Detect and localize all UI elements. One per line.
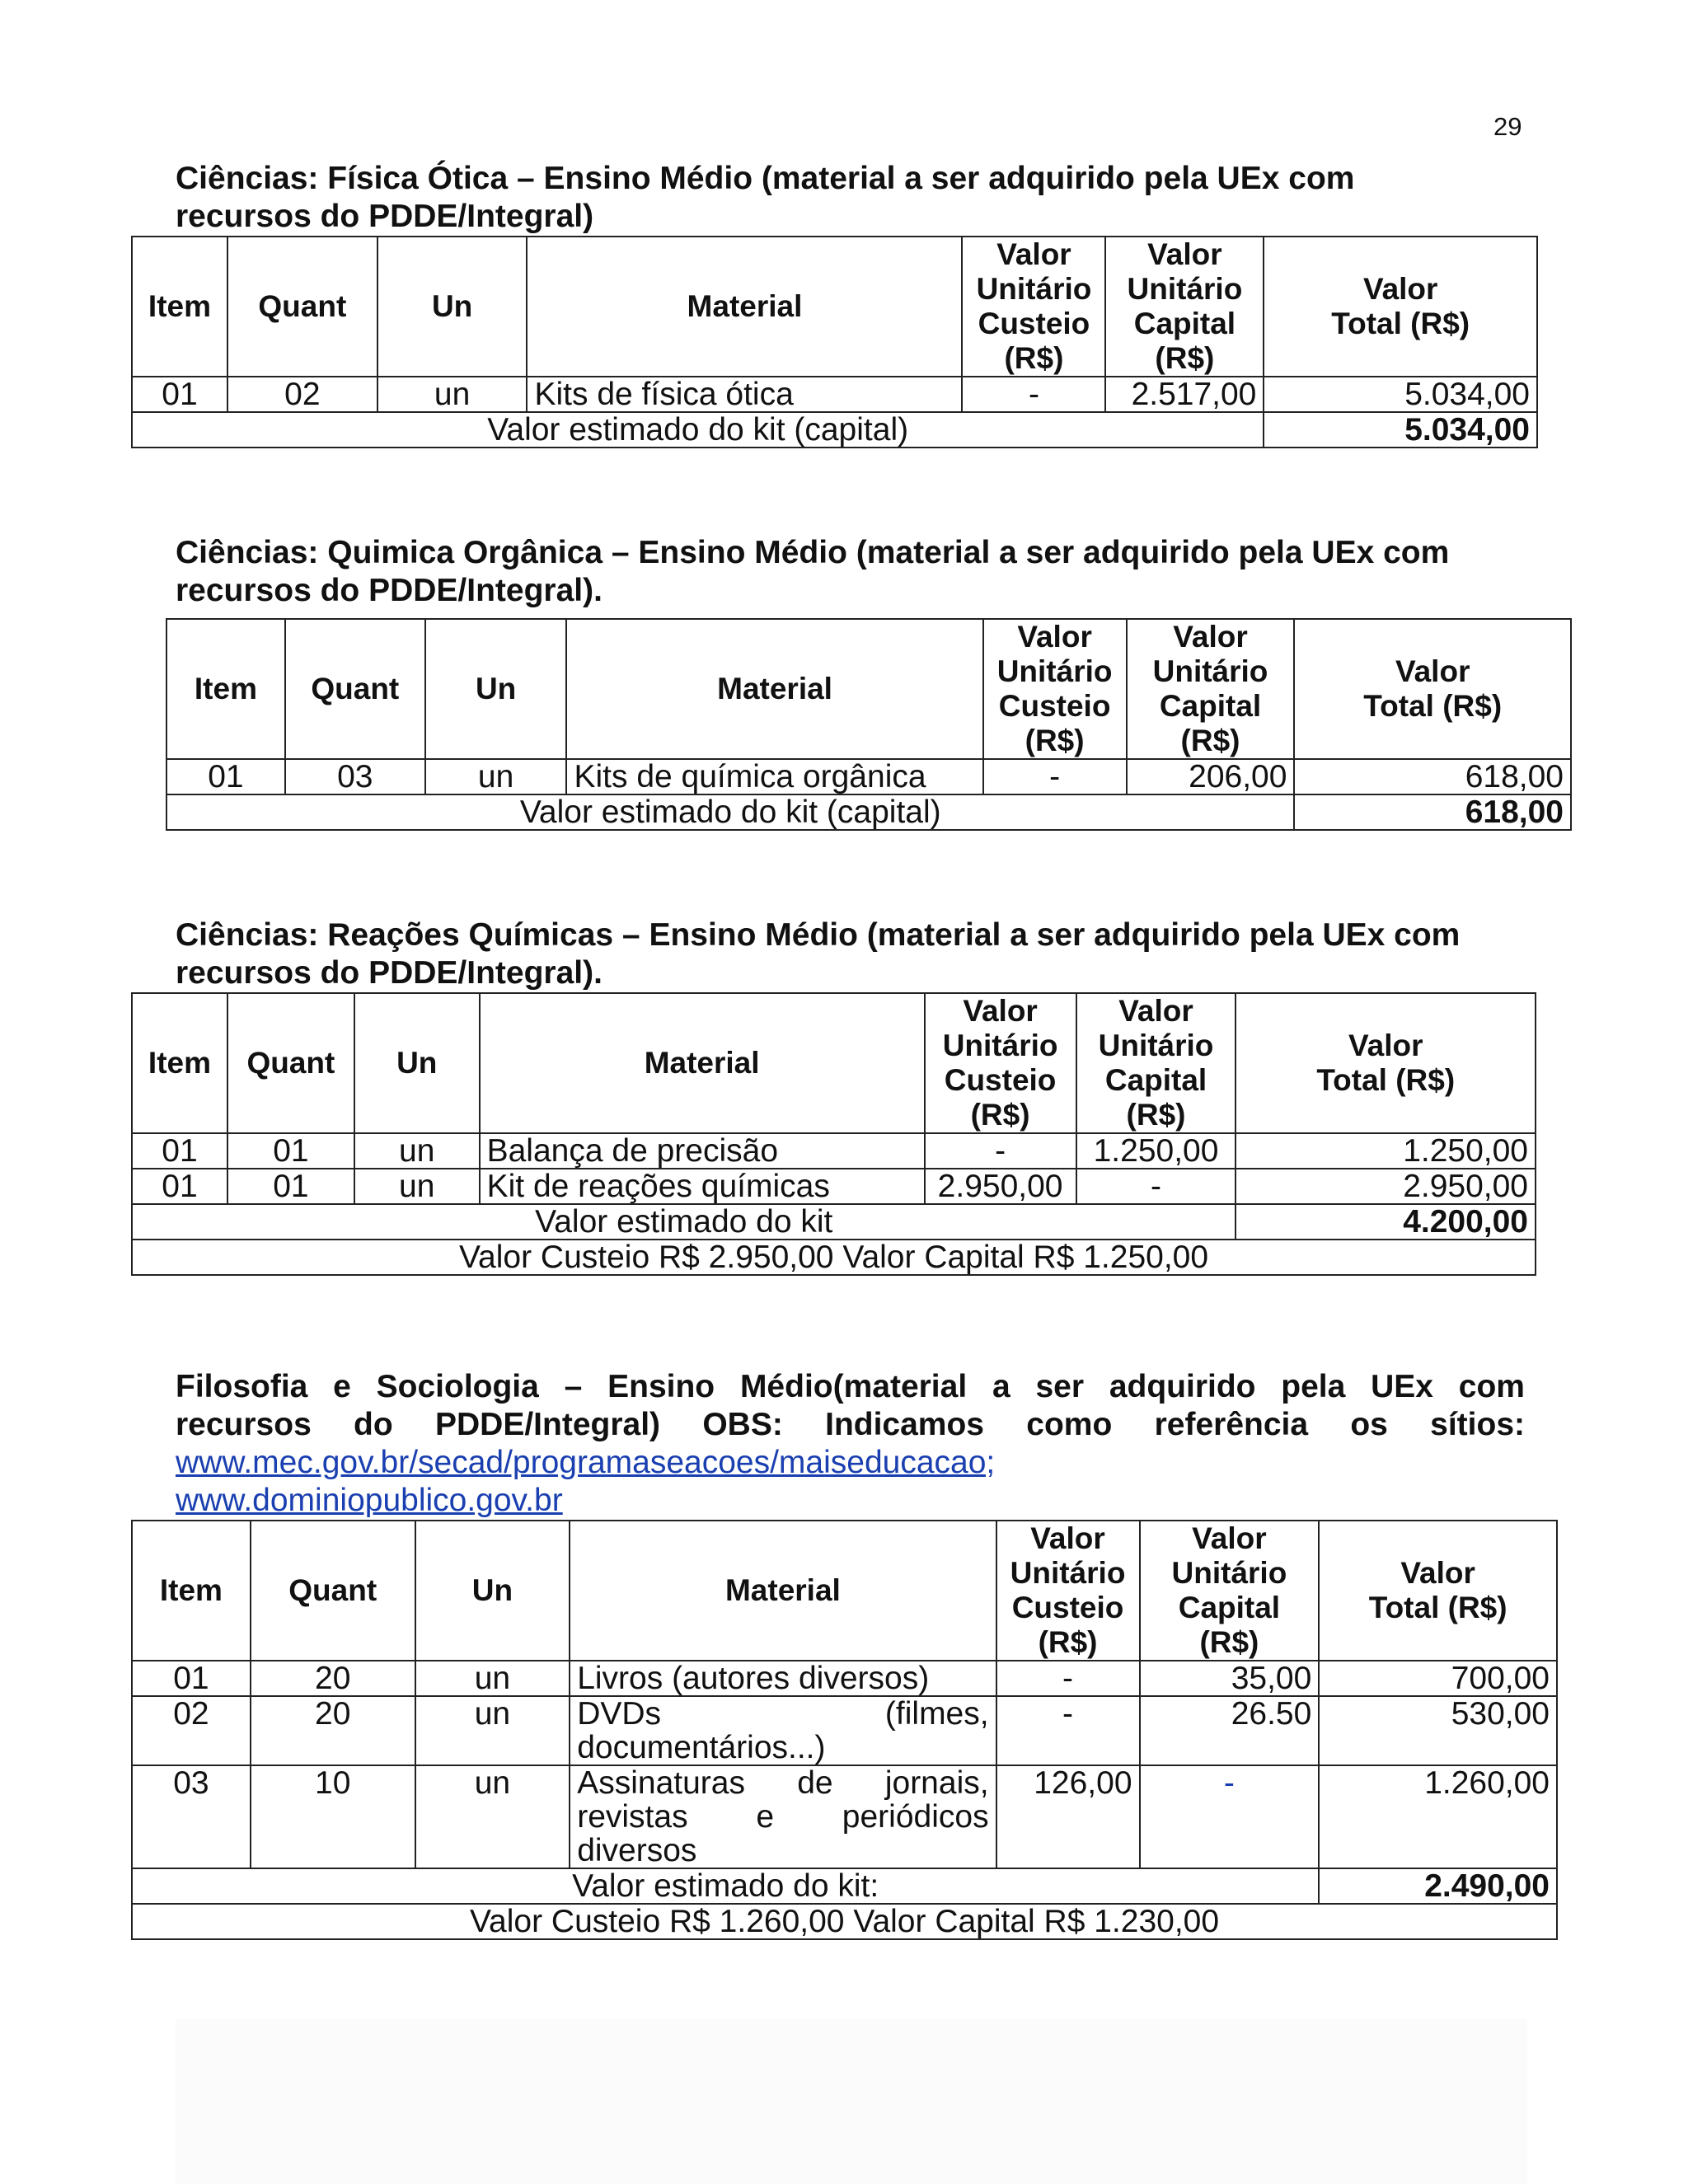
header-item: Item xyxy=(132,237,227,377)
cell-un: un xyxy=(425,759,567,794)
table-quimica-organica xyxy=(166,618,1572,831)
header-quant: Quant xyxy=(227,237,377,377)
cell-un: un xyxy=(377,377,528,412)
summary-value: 4.200,00 xyxy=(1236,1204,1536,1240)
cell-custeio: - xyxy=(962,377,1105,412)
header-total-line: Valor xyxy=(1400,1556,1475,1590)
cell-un: un xyxy=(354,1133,480,1169)
cell-un: un xyxy=(354,1169,480,1204)
cell-material: Balança de precisão xyxy=(480,1133,925,1169)
header-capital xyxy=(1076,993,1236,1133)
summary-row xyxy=(132,412,1537,448)
table-header-row xyxy=(166,619,1571,759)
table-row xyxy=(132,1765,1557,1868)
header-total-line: Valor xyxy=(1395,654,1470,688)
table-header-row xyxy=(132,1521,1557,1661)
header-capital-line: Capital xyxy=(1178,1591,1281,1624)
header-quant: Quant xyxy=(285,619,425,759)
table-fisica-otica xyxy=(131,236,1538,448)
cell-custeio: - xyxy=(996,1696,1140,1765)
header-item: Item xyxy=(132,993,227,1133)
header-custeio xyxy=(983,619,1127,759)
summary-value: 2.490,00 xyxy=(1319,1868,1557,1904)
header-un: Un xyxy=(425,619,567,759)
cell-material: Assinaturas de jornais, revistas e periódicos diversos xyxy=(570,1765,996,1868)
cell-custeio: 126,00 xyxy=(996,1765,1140,1868)
cell-un: un xyxy=(415,1696,570,1765)
cell-quant: 20 xyxy=(251,1696,415,1765)
page-number: 29 xyxy=(1493,112,1522,141)
summary-row xyxy=(132,1868,1557,1904)
header-total-line: Total (R$) xyxy=(1363,689,1503,723)
table-row xyxy=(132,377,1537,412)
cell-total: 5.034,00 xyxy=(1264,377,1537,412)
header-material: Material xyxy=(570,1521,996,1661)
cell-material: Livros (autores diversos) xyxy=(570,1661,996,1696)
cell-item: 01 xyxy=(166,759,285,794)
section-title-line: recursos do PDDE/Integral) OBS: Indicamos como referência os sítios: xyxy=(176,1407,1525,1442)
table-row xyxy=(132,1169,1536,1204)
cell-total: 1.260,00 xyxy=(1319,1765,1557,1868)
table-reacoes-quimicas xyxy=(131,992,1536,1276)
section-title-line: Ciências: Física Ótica – Ensino Médio (material a ser adquirido pela UEx com xyxy=(176,161,1355,196)
summary-row xyxy=(132,1204,1536,1240)
header-custeio xyxy=(962,237,1105,377)
table-filosofia-sociologia xyxy=(131,1520,1558,1940)
header-custeio-line: (R$) xyxy=(1025,724,1085,757)
header-custeio-line: Custeio xyxy=(978,307,1090,340)
header-material: Material xyxy=(527,237,962,377)
header-capital-line: Unitário xyxy=(1171,1556,1287,1590)
cell-item: 02 xyxy=(132,1696,251,1765)
header-custeio-line: Unitário xyxy=(1010,1556,1126,1590)
header-material: Material xyxy=(480,993,925,1133)
header-total xyxy=(1294,619,1571,759)
section-title-line: recursos do PDDE/Integral). xyxy=(176,573,603,608)
header-capital-line: (R$) xyxy=(1180,724,1240,757)
section-title-line: recursos do PDDE/Integral) xyxy=(176,199,594,234)
footer-text: Valor Custeio R$ 2.950,00 Valor Capital R$ 1.250,00 xyxy=(132,1240,1536,1275)
table-header-row xyxy=(132,993,1536,1133)
section-title-reacoes-quimicas xyxy=(176,916,1460,992)
section-title-filosofia-sociologia xyxy=(176,1368,1525,1520)
header-custeio-line: Custeio xyxy=(998,689,1111,723)
summary-label: Valor estimado do kit xyxy=(132,1204,1236,1240)
cell-material: Kit de reações químicas xyxy=(480,1169,925,1204)
header-capital-line: Unitário xyxy=(1152,654,1268,688)
page-shade xyxy=(176,2019,1527,2184)
header-capital-line: (R$) xyxy=(1199,1625,1259,1659)
cell-capital: 26.50 xyxy=(1140,1696,1320,1765)
summary-value: 5.034,00 xyxy=(1264,412,1537,448)
cell-material: Kits de química orgânica xyxy=(566,759,982,794)
cell-custeio: - xyxy=(996,1661,1140,1696)
header-total xyxy=(1319,1521,1557,1661)
reference-link-mec[interactable]: www.mec.gov.br/secad/programaseacoes/maiseducacao; xyxy=(176,1445,996,1480)
header-total-line: Total (R$) xyxy=(1316,1063,1456,1097)
cell-total: 530,00 xyxy=(1319,1696,1557,1765)
header-custeio-line: Valor xyxy=(996,237,1071,271)
header-quant: Quant xyxy=(251,1521,415,1661)
section-title-line: recursos do PDDE/Integral). xyxy=(176,955,603,991)
cell-custeio: 2.950,00 xyxy=(925,1169,1076,1204)
header-capital-line: Valor xyxy=(1118,994,1193,1028)
header-capital-line: (R$) xyxy=(1155,341,1215,375)
cell-total: 2.950,00 xyxy=(1236,1169,1536,1204)
cell-material: Kits de física ótica xyxy=(527,377,962,412)
header-custeio-line: (R$) xyxy=(1004,341,1064,375)
cell-item: 01 xyxy=(132,1661,251,1696)
table-row xyxy=(166,759,1571,794)
header-custeio-line: Valor xyxy=(963,994,1038,1028)
cell-total: 1.250,00 xyxy=(1236,1133,1536,1169)
table-row xyxy=(132,1661,1557,1696)
header-capital-line: Valor xyxy=(1192,1521,1267,1555)
header-capital xyxy=(1127,619,1295,759)
header-quant: Quant xyxy=(227,993,354,1133)
cell-total: 700,00 xyxy=(1319,1661,1557,1696)
header-total-line: Total (R$) xyxy=(1331,307,1470,340)
cell-item: 03 xyxy=(132,1765,251,1868)
header-un: Un xyxy=(415,1521,570,1661)
cell-quant: 01 xyxy=(227,1133,354,1169)
header-capital-line: Capital xyxy=(1159,689,1262,723)
footer-text: Valor Custeio R$ 1.260,00 Valor Capital R$ 1.230,00 xyxy=(132,1904,1557,1939)
header-custeio-line: (R$) xyxy=(1038,1625,1098,1659)
section-title-fisica-otica xyxy=(176,160,1354,236)
cell-quant: 10 xyxy=(251,1765,415,1868)
cell-un: un xyxy=(415,1661,570,1696)
header-capital-line: Valor xyxy=(1147,237,1222,271)
cell-quant: 02 xyxy=(227,377,377,412)
cell-capital: 35,00 xyxy=(1140,1661,1320,1696)
cell-capital: 206,00 xyxy=(1127,759,1295,794)
header-capital xyxy=(1105,237,1264,377)
cell-material: DVDs (filmes, documentários...) xyxy=(570,1696,996,1765)
summary-label: Valor estimado do kit (capital) xyxy=(132,412,1264,448)
table-row xyxy=(132,1133,1536,1169)
header-custeio-line: Unitário xyxy=(942,1029,1058,1062)
reference-link-dominio-publico[interactable]: www.dominiopublico.gov.br xyxy=(176,1483,563,1518)
footer-row xyxy=(132,1904,1557,1939)
cell-item: 01 xyxy=(132,377,227,412)
cell-custeio: - xyxy=(925,1133,1076,1169)
header-item: Item xyxy=(166,619,285,759)
summary-label: Valor estimado do kit (capital) xyxy=(166,794,1294,830)
section-title-line: Ciências: Quimica Orgânica – Ensino Médio (material a ser adquirido pela UEx com xyxy=(176,535,1450,570)
header-total-line: Valor xyxy=(1348,1029,1423,1062)
header-un: Un xyxy=(354,993,480,1133)
header-custeio-line: Valor xyxy=(1030,1521,1105,1555)
table-header-row xyxy=(132,237,1537,377)
header-custeio-line: Valor xyxy=(1017,620,1092,654)
cell-item: 01 xyxy=(132,1169,227,1204)
header-capital-line: Unitário xyxy=(1127,272,1243,306)
section-title-quimica-organica xyxy=(176,534,1449,610)
header-custeio-line: (R$) xyxy=(970,1098,1030,1132)
header-custeio xyxy=(925,993,1076,1133)
summary-label: Valor estimado do kit: xyxy=(132,1868,1319,1904)
summary-value: 618,00 xyxy=(1294,794,1571,830)
header-capital xyxy=(1140,1521,1320,1661)
cell-capital: 1.250,00 xyxy=(1076,1133,1236,1169)
header-total-line: Valor xyxy=(1362,272,1438,306)
cell-quant: 03 xyxy=(285,759,425,794)
cell-quant: 01 xyxy=(227,1169,354,1204)
table-row xyxy=(132,1696,1557,1765)
cell-capital: 2.517,00 xyxy=(1105,377,1264,412)
header-custeio-line: Custeio xyxy=(944,1063,1057,1097)
header-capital-line: Unitário xyxy=(1098,1029,1214,1062)
header-capital-line: (R$) xyxy=(1126,1098,1186,1132)
header-un: Un xyxy=(377,237,528,377)
cell-capital: - xyxy=(1076,1169,1236,1204)
header-item: Item xyxy=(132,1521,251,1661)
cell-item: 01 xyxy=(132,1133,227,1169)
footer-row xyxy=(132,1240,1536,1275)
header-material: Material xyxy=(566,619,982,759)
header-custeio-line: Unitário xyxy=(976,272,1092,306)
header-total xyxy=(1264,237,1537,377)
header-capital-line: Valor xyxy=(1173,620,1248,654)
cell-quant: 20 xyxy=(251,1661,415,1696)
header-custeio xyxy=(996,1521,1140,1661)
cell-un: un xyxy=(415,1765,570,1868)
header-total xyxy=(1236,993,1536,1133)
section-title-line: Filosofia e Sociologia – Ensino Médio(material a ser adquirido pela UEx com xyxy=(176,1369,1525,1404)
section-title-line: Ciências: Reações Químicas – Ensino Médio (material a ser adquirido pela UEx com xyxy=(176,917,1461,953)
header-custeio-line: Custeio xyxy=(1011,1591,1124,1624)
header-capital-line: Capital xyxy=(1133,307,1236,340)
cell-custeio: - xyxy=(983,759,1127,794)
header-total-line: Total (R$) xyxy=(1368,1591,1507,1624)
cell-capital: - xyxy=(1140,1765,1320,1868)
header-custeio-line: Unitário xyxy=(996,654,1113,688)
header-capital-line: Capital xyxy=(1104,1063,1207,1097)
summary-row xyxy=(166,794,1571,830)
cell-total: 618,00 xyxy=(1294,759,1571,794)
